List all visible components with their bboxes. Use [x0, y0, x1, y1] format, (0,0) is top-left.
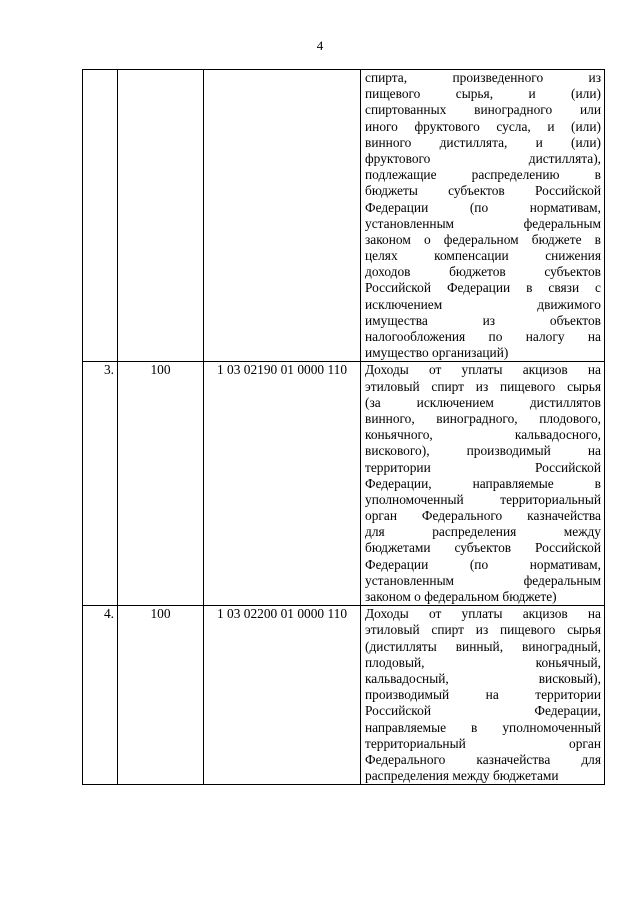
description-line: доходов бюджетов субъектов	[365, 264, 601, 280]
revenue-description	[361, 362, 605, 606]
description-line: Доходы от уплаты акцизов на	[365, 606, 601, 622]
description-line: винного дистиллята, и (или)	[365, 134, 601, 150]
description-line: Федерации, направляемые в	[365, 475, 601, 491]
description-line: плодовый, коньячный,	[365, 654, 601, 670]
description-line: подлежащие распределению в	[365, 167, 601, 183]
description-line: этиловый спирт из пищевого сырья	[365, 622, 601, 638]
description-line: имущества из объектов	[365, 312, 601, 328]
description-line: Федерации (по нормативам,	[365, 556, 601, 572]
description-line: установленным федеральным	[365, 572, 601, 588]
description-line: налогообложения по налогу на	[365, 329, 601, 344]
description-lines	[361, 70, 604, 361]
table-row	[83, 606, 605, 785]
table-row	[83, 362, 605, 606]
description-line: для распределения между	[365, 524, 601, 540]
description-line: законом о федеральном бюджете)	[365, 589, 557, 604]
description-line: бюджеты субъектов Российской	[365, 183, 601, 199]
row-index: 3.	[83, 362, 118, 606]
table-row	[83, 70, 605, 362]
description-lines	[361, 362, 604, 605]
description-line: Федерации (по нормативам,	[365, 199, 601, 215]
budget-classification-code: 1 03 02190 01 0000 110	[204, 362, 361, 606]
admin-code: 100	[118, 362, 204, 606]
budget-classification-code	[204, 70, 361, 362]
description-line: коньячного, кальвадосного,	[365, 427, 601, 443]
description-line: установленным федеральным	[365, 215, 601, 231]
description-line: распределения между бюджетами	[365, 768, 559, 784]
row-index: 4.	[83, 606, 118, 785]
description-line: иного фруктового сусла, и (или)	[365, 118, 601, 134]
description-line: орган Федерального казначейства	[365, 508, 601, 524]
revenue-description	[361, 606, 605, 785]
revenue-table	[82, 69, 605, 785]
description-line: фруктового дистиллята),	[365, 150, 601, 166]
description-line: исключением движимого	[365, 296, 601, 312]
admin-code: 100	[118, 606, 204, 785]
description-line: целях компенсации снижения	[365, 248, 601, 264]
description-line: законом о федеральном бюджете в	[365, 231, 601, 247]
description-line: кальвадосный, висковый),	[365, 670, 601, 686]
page-number: 4	[316, 38, 324, 53]
description-line: этиловый спирт из пищевого сырья	[365, 378, 601, 394]
description-line: бюджетами субъектов Российской	[365, 540, 601, 556]
description-line: спиртованных виноградного или	[365, 102, 601, 118]
revenue-description	[361, 70, 605, 362]
description-line: Российской Федерации в связи с	[365, 280, 601, 296]
description-line: уполномоченный территориальный	[365, 491, 601, 507]
description-line: винного, виноградного, плодового,	[365, 410, 601, 426]
description-line: пищевого сырья, и (или)	[365, 86, 601, 102]
description-line: Федерального казначейства для	[365, 751, 601, 767]
admin-code	[118, 70, 204, 362]
description-line: территориальный орган	[365, 735, 601, 751]
description-line: территории Российской	[365, 459, 601, 475]
description-line: Доходы от уплаты акцизов на	[365, 362, 601, 378]
description-line: (за исключением дистиллятов	[365, 394, 601, 410]
budget-classification-code: 1 03 02200 01 0000 110	[204, 606, 361, 785]
description-line: направляемые в уполномоченный	[365, 719, 601, 735]
description-line: Российской Федерации,	[365, 703, 601, 719]
description-lines	[361, 606, 604, 784]
description-line: (дистилляты винный, виноградный,	[365, 638, 601, 654]
description-line: вискового), производимый на	[365, 443, 601, 459]
description-line: имущество организаций)	[365, 345, 509, 361]
description-line: спирта, произведенного из	[365, 70, 601, 85]
description-line: производимый на территории	[365, 687, 601, 703]
row-index	[83, 70, 118, 362]
